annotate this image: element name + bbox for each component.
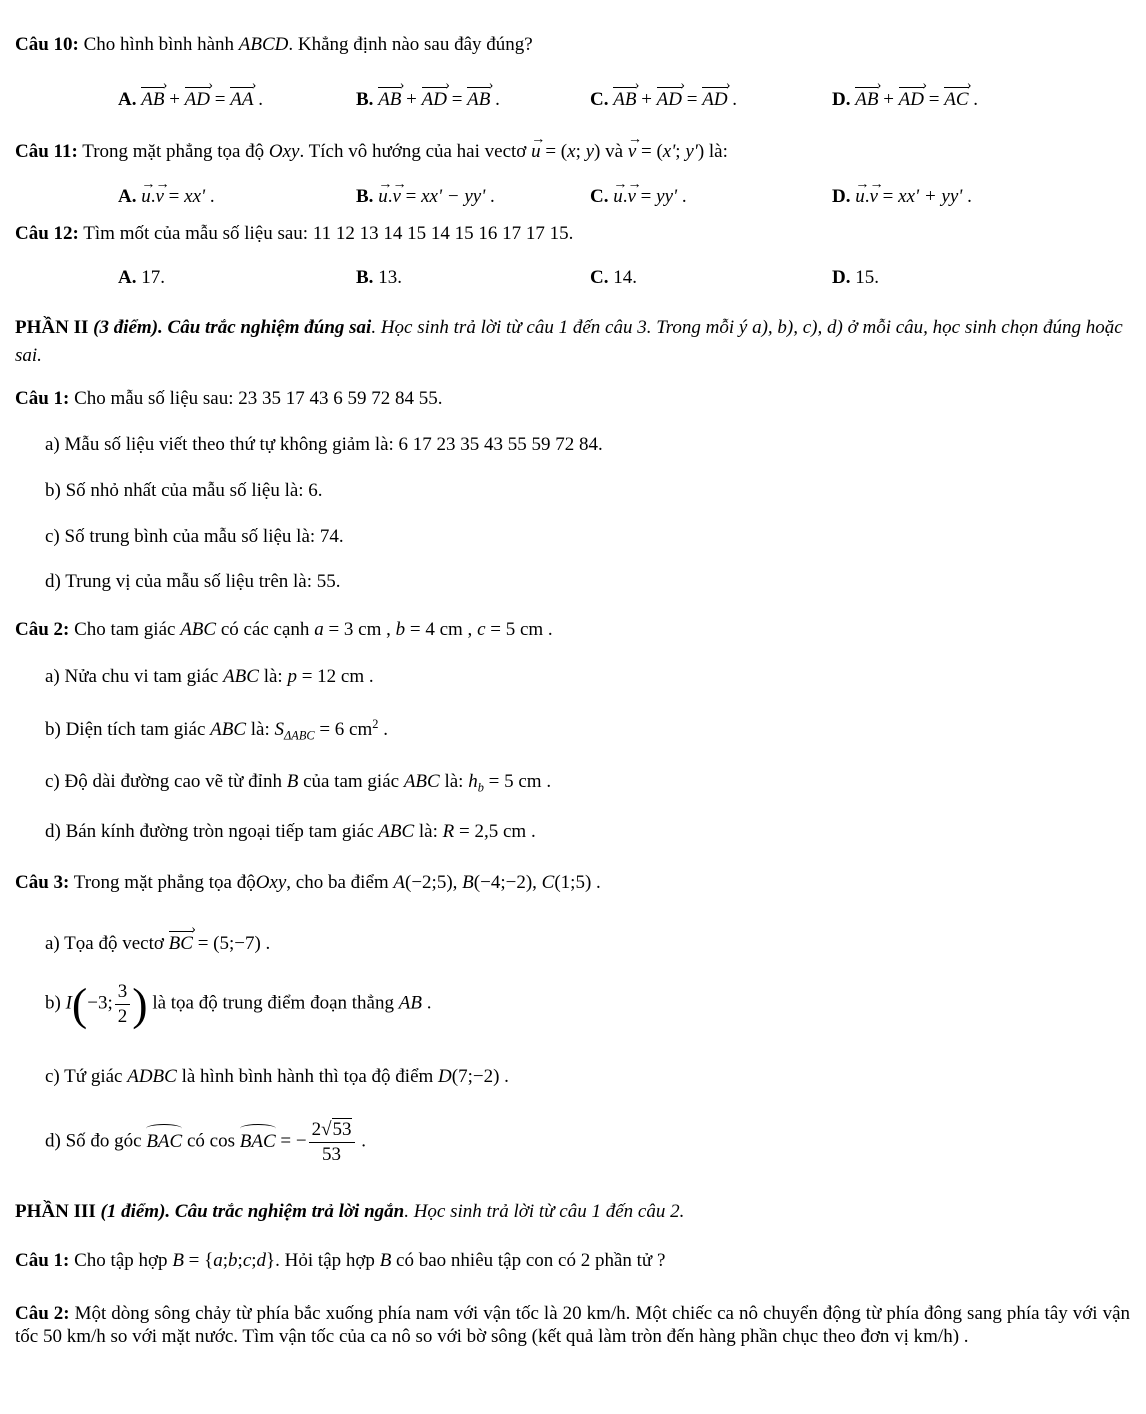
q12-option-c: C. 14.: [590, 267, 637, 288]
p2q2-stem: Câu 2: Cho tam giác ABC có các cạnh a = 3 cm , b = 4 cm , c = 5 cm .: [15, 619, 553, 640]
p2q1-item-d: d) Trung vị của mẫu số liệu trên là: 55.: [45, 571, 341, 592]
q11-option-c: C. → u.→ v = yy' .: [590, 185, 687, 209]
p2q1-item-c: c) Số trung bình của mẫu số liệu là: 74.: [45, 526, 344, 547]
p2q3-item-b: b) I(−3; $\frac{3}{2}$ ) là tọa độ trung điểm đoạn thẳng AB .: [45, 978, 432, 1030]
p2q1-item-b: b) Số nhỏ nhất của mẫu số liệu là: 6.: [45, 480, 323, 501]
p2q2-item-c: c) Độ dài đường cao vẽ từ đỉnh B của tam giác ABC là: $h_b = 5$ cm .: [45, 771, 552, 795]
q11-option-a: A. → u.→ v = xx' .: [118, 185, 215, 209]
p2q2-item-b: b) Diện tích tam giác ABC là: $S_{\Delta ABC} = 6$ $cm^2$ .: [45, 717, 388, 743]
q10-text: Cho hình bình hành: [83, 34, 235, 55]
q11-option-b: B. → u.→ v = xx' − yy' .: [356, 185, 495, 209]
q10-option-a: A. AB › + AD › = AA › .: [118, 86, 263, 112]
p3q2-stem: Câu 2: Một dòng sông chảy từ phía bắc xuống phía nam với vận tốc là 20 km/h. Một chiếc ca nô chuyển động từ phía đông sang phía tây với vận tốc 50 km/h so với mặt nước. Tìm vận tốc của ca nô so với bờ sông (kết quả làm tròn đến hàng phần chục theo đơn vị km/h) .: [15, 1303, 1130, 1347]
part3-heading: PHẦN III (1 điểm). Câu trắc nghiệm trả lời ngắn. Học sinh trả lời từ câu 1 đến câu 2.: [15, 1201, 685, 1222]
q10-option-d: D. AB › + AD › = AC › .: [832, 86, 978, 112]
q12-option-d: D. 15.: [832, 267, 879, 288]
q10-shape: ABCD: [238, 34, 289, 55]
q11-stem: Câu 11: Trong mặt phẳng tọa độ Oxy. Tích vô hướng của hai vectơ → u = (x; y) và → v = (x'; y') là:: [15, 140, 728, 164]
q10-stem: [15, 33, 533, 57]
q12-stem: Câu 12: Tìm mốt của mẫu số liệu sau: 11 12 13 14 15 14 15 16 17 17 15.: [15, 223, 574, 244]
q10-option-b: B. AB › + AD › = AB › .: [356, 86, 500, 112]
p3q1-stem: Câu 1: Cho tập hợp B = {a;b;c;d}. Hỏi tập hợp B có bao nhiêu tập con có 2 phần tử ?: [15, 1250, 666, 1271]
q10-label: Câu 10:: [15, 34, 79, 55]
q11-option-d: D. → u.→ v = xx' + yy' .: [832, 185, 972, 209]
p2q1-item-a: a) Mẫu số liệu viết theo thứ tự không giảm là: 6 17 23 35 43 55 59 72 84.: [45, 434, 603, 455]
p2q3-item-c: c) Tứ giác ADBC là hình bình hành thì tọa độ điểm D(7;−2) .: [45, 1066, 509, 1087]
q10-option-c: C. AB › + AD › = AD › .: [590, 86, 737, 112]
p2q2-item-a: a) Nửa chu vi tam giác ABC là: p = 12 cm .: [45, 666, 374, 687]
p2q3-item-d: d) Số đo góc BAC có cos BAC = − $\frac{2√53}{53}$ .: [45, 1119, 366, 1165]
q12-option-a: A. 17.: [118, 267, 165, 288]
p2q3-item-a: a) Tọa độ vectơ BC › = (5;−7) .: [45, 930, 270, 956]
p2q2-item-d: d) Bán kính đường tròn ngoại tiếp tam giác ABC là: R = 2,5 cm .: [45, 821, 536, 842]
p2q3-stem: Câu 3: Trong mặt phẳng tọa độOxy, cho ba điểm A(−2;5), B(−4;−2), C(1;5) .: [15, 872, 601, 893]
p2q1-stem: Câu 1: Cho mẫu số liệu sau: 23 35 17 43 6 59 72 84 55.: [15, 388, 443, 409]
q10-text2: . Khẳng định nào sau đây đúng?: [288, 34, 533, 55]
part2-heading: PHẦN II (3 điểm). Câu trắc nghiệm đúng sai. Học sinh trả lời từ câu 1 đến câu 3. Trong mỗi ý a), b), c), d) ở mỗi câu, học sinh chọn đúng hoặc sai.: [15, 317, 1123, 366]
q12-option-b: B. 13.: [356, 267, 402, 288]
